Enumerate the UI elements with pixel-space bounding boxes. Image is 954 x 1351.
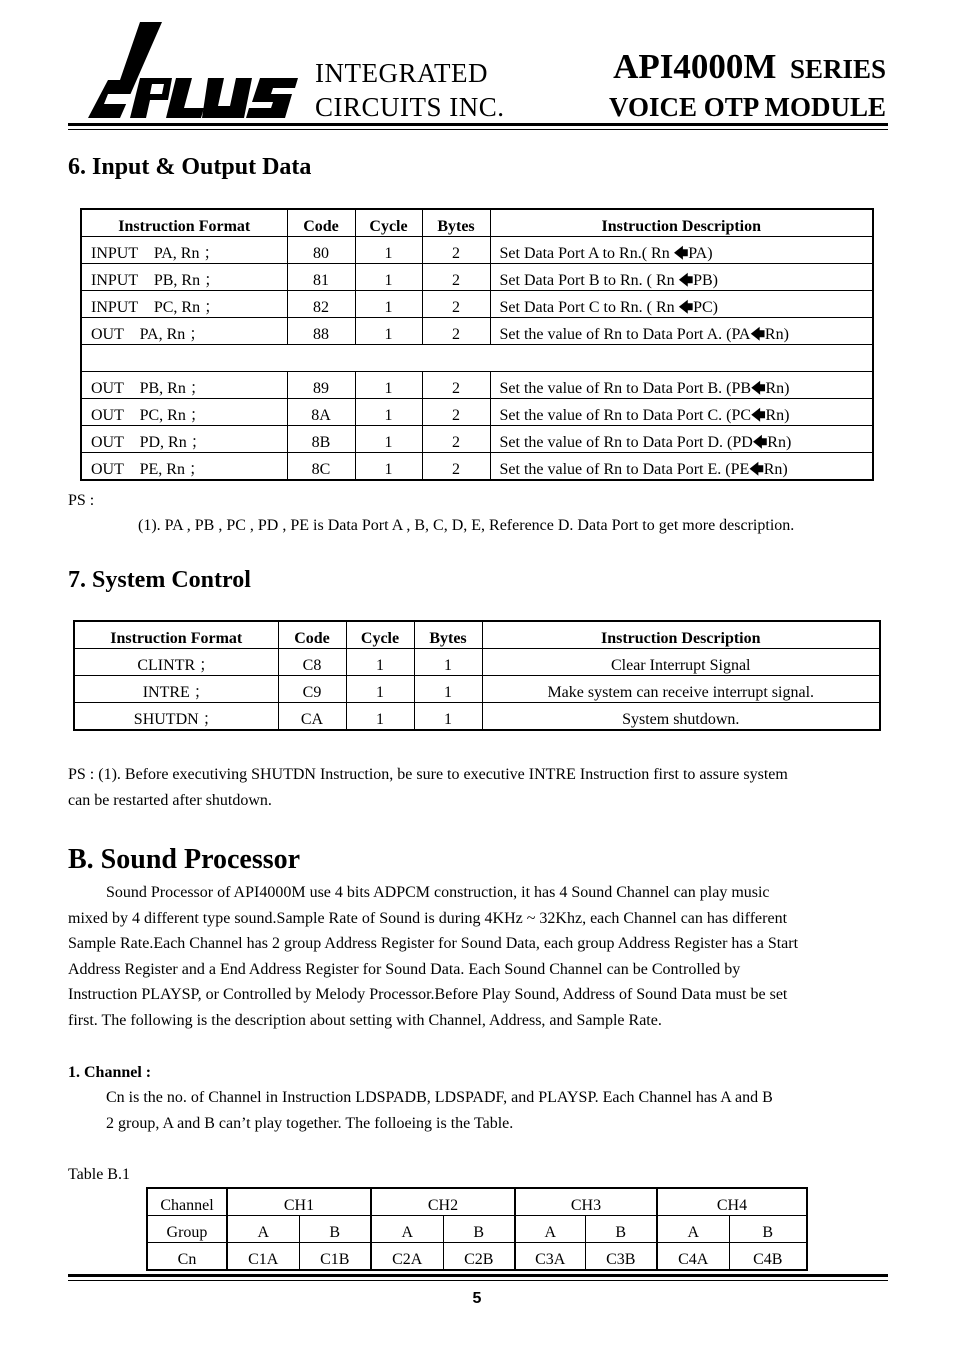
group-cell: B bbox=[443, 1216, 515, 1243]
row-label: Channel bbox=[147, 1188, 227, 1216]
instruction-format: OUT PE, Rn ； bbox=[81, 453, 287, 481]
paragraph-line: Address Register and a End Address Register for Sound Data. Each Sound Channel can be Controlled by bbox=[68, 960, 741, 978]
instruction-bytes: 1 bbox=[414, 676, 482, 703]
col-header-format: Instruction Format bbox=[81, 209, 287, 237]
instruction-code: 82 bbox=[287, 291, 355, 318]
instruction-code: 81 bbox=[287, 264, 355, 291]
ps-note: (1). PA , PB , PC , PD , PE is Data Port A , B, C, D, E, Reference D. Data Port to get more description. bbox=[138, 517, 795, 534]
desc-text: Set the value of Rn to Data Port A. (PA bbox=[499, 326, 751, 343]
instruction-format: INTRE ； bbox=[74, 676, 278, 703]
product-name: API4000M bbox=[613, 47, 777, 86]
ps-label: PS : bbox=[68, 492, 95, 509]
product-subtitle: VOICE OTP MODULE bbox=[609, 92, 886, 122]
company-name-line1: INTEGRATED bbox=[315, 58, 488, 88]
instruction-cycle: 1 bbox=[355, 453, 422, 481]
instruction-bytes: 2 bbox=[422, 426, 490, 453]
instruction-format: CLINTR ； bbox=[74, 649, 278, 676]
instruction-code: C9 bbox=[278, 676, 346, 703]
table-header-row bbox=[81, 209, 873, 237]
page-number: 5 bbox=[472, 1290, 482, 1307]
header-rule-thin bbox=[68, 129, 888, 130]
instruction-cycle: 1 bbox=[355, 399, 422, 426]
instruction-cycle: 1 bbox=[346, 676, 414, 703]
instruction-format: INPUT PC, Rn ； bbox=[81, 291, 287, 318]
col-header-format: Instruction Format bbox=[74, 621, 278, 649]
instruction-bytes: 1 bbox=[414, 649, 482, 676]
table-row-blank bbox=[81, 345, 873, 372]
channel-cell: CH2 bbox=[371, 1188, 515, 1216]
instruction-bytes: 2 bbox=[422, 399, 490, 426]
desc-text: Set Data Port B to Rn. ( Rn bbox=[499, 272, 679, 289]
instruction-cycle: 1 bbox=[355, 237, 422, 264]
cn-cell: C3B bbox=[585, 1243, 657, 1271]
left-arrow-icon: 🡄 bbox=[751, 408, 766, 424]
company-name-line2: CIRCUITS INC. bbox=[315, 92, 505, 122]
instruction-format: OUT PD, Rn ； bbox=[81, 426, 287, 453]
instruction-code: 8A bbox=[287, 399, 355, 426]
footer-rule-thin bbox=[68, 1280, 888, 1281]
instruction-bytes: 2 bbox=[422, 372, 490, 399]
group-cell: B bbox=[299, 1216, 371, 1243]
section-6-title: 6. Input & Output Data bbox=[68, 154, 312, 180]
ps-line: can be restarted after shutdown. bbox=[68, 791, 272, 809]
col-header-description: Instruction Description bbox=[490, 209, 873, 237]
col-header-description: Instruction Description bbox=[482, 621, 880, 649]
table-row bbox=[81, 453, 873, 481]
instruction-format: OUT PA, Rn ； bbox=[81, 318, 287, 345]
col-header-bytes: Bytes bbox=[414, 621, 482, 649]
section-7-title: 7. System Control bbox=[68, 567, 251, 593]
header-rule bbox=[68, 123, 888, 126]
group-cell: B bbox=[585, 1216, 657, 1243]
instruction-code: 88 bbox=[287, 318, 355, 345]
col-header-code: Code bbox=[287, 209, 355, 237]
left-arrow-icon: 🡄 bbox=[673, 246, 689, 262]
instruction-bytes: 2 bbox=[422, 237, 490, 264]
paragraph-line: first. The following is the description about setting with Channel, Address, and Sample Rate. bbox=[68, 1011, 662, 1029]
table-row bbox=[81, 237, 873, 264]
instruction-code: CA bbox=[278, 703, 346, 731]
instruction-format: OUT PB, Rn ； bbox=[81, 372, 287, 399]
group-cell: A bbox=[227, 1216, 299, 1243]
channel-cell: CH4 bbox=[657, 1188, 807, 1216]
instruction-description: Clear Interrupt Signal bbox=[482, 649, 880, 676]
instruction-format: SHUTDN ； bbox=[74, 703, 278, 731]
row-label: Group bbox=[147, 1216, 227, 1243]
group-cell: B bbox=[729, 1216, 807, 1243]
cn-cell: C1B bbox=[299, 1243, 371, 1271]
instruction-code: 80 bbox=[287, 237, 355, 264]
footer-rule bbox=[68, 1274, 888, 1277]
instruction-description: Make system can receive interrupt signal. bbox=[482, 676, 880, 703]
row-label: Cn bbox=[147, 1243, 227, 1271]
cn-cell: C4B bbox=[729, 1243, 807, 1271]
instruction-cycle: 1 bbox=[355, 318, 422, 345]
table-row bbox=[81, 291, 873, 318]
channel-cell: CH3 bbox=[515, 1188, 657, 1216]
paragraph-line: Instruction PLAYSP, or Controlled by Melody Processor.Before Play Sound, Address of Sound Data must be set bbox=[68, 986, 788, 1003]
channel-heading: 1. Channel : bbox=[68, 1064, 152, 1081]
desc-text: Rn) bbox=[764, 326, 789, 343]
sound-processor-paragraph bbox=[68, 880, 883, 1033]
instruction-bytes: 2 bbox=[422, 291, 490, 318]
instruction-code: 89 bbox=[287, 372, 355, 399]
instruction-description bbox=[490, 291, 873, 318]
cn-cell: C1A bbox=[227, 1243, 299, 1271]
instruction-cycle: 1 bbox=[355, 372, 422, 399]
instruction-cycle: 1 bbox=[355, 291, 422, 318]
section-b-title: B. Sound Processor bbox=[68, 844, 301, 875]
desc-text: Set the value of Rn to Data Port E. (PE bbox=[499, 461, 750, 478]
col-header-cycle: Cycle bbox=[346, 621, 414, 649]
channel-row bbox=[147, 1188, 807, 1216]
left-arrow-icon: 🡄 bbox=[749, 462, 764, 478]
channel-line: Cn is the no. of Channel in Instruction LDSPADB, LDSPADF, and PLAYSP. Each Channel has A and B bbox=[106, 1089, 773, 1106]
instruction-description bbox=[490, 372, 873, 399]
desc-text: Rn) bbox=[767, 434, 792, 451]
table-row bbox=[74, 649, 880, 676]
desc-text: Rn) bbox=[765, 380, 790, 397]
cn-cell: C2A bbox=[371, 1243, 443, 1271]
instruction-description bbox=[490, 453, 873, 481]
table-header-row bbox=[74, 621, 880, 649]
instruction-format: OUT PC, Rn ； bbox=[81, 399, 287, 426]
table-row bbox=[81, 399, 873, 426]
table-label: Table B.1 bbox=[68, 1166, 130, 1183]
group-cell: A bbox=[657, 1216, 729, 1243]
desc-text: Set the value of Rn to Data Port D. (PD bbox=[499, 434, 753, 451]
col-header-code: Code bbox=[278, 621, 346, 649]
table-row bbox=[81, 264, 873, 291]
desc-text: Rn) bbox=[765, 407, 790, 424]
instruction-cycle: 1 bbox=[346, 649, 414, 676]
instruction-bytes: 1 bbox=[414, 703, 482, 731]
product-series: SERIES bbox=[789, 54, 886, 84]
system-control-table bbox=[73, 620, 881, 731]
instruction-code: C8 bbox=[278, 649, 346, 676]
desc-text: Rn) bbox=[763, 461, 788, 478]
instruction-description bbox=[490, 264, 873, 291]
desc-text: Set the value of Rn to Data Port B. (PB bbox=[499, 380, 752, 397]
channel-table bbox=[146, 1187, 808, 1271]
system-control-ps bbox=[68, 762, 883, 813]
desc-text: Set Data Port A to Rn.( Rn bbox=[499, 245, 674, 262]
ps-line: PS : (1). Before executiving SHUTDN Instruction, be sure to executive INTRE Instruction first to assure system bbox=[68, 766, 788, 783]
instruction-code: 8B bbox=[287, 426, 355, 453]
group-cell: A bbox=[515, 1216, 585, 1243]
cn-cell: C3A bbox=[515, 1243, 585, 1271]
group-row bbox=[147, 1216, 807, 1243]
instruction-description bbox=[490, 426, 873, 453]
left-arrow-icon: 🡄 bbox=[678, 300, 694, 316]
table-row bbox=[81, 426, 873, 453]
instruction-format: INPUT PB, Rn ； bbox=[81, 264, 287, 291]
desc-text: Set Data Port C to Rn. ( Rn bbox=[499, 299, 679, 316]
col-header-bytes: Bytes bbox=[422, 209, 490, 237]
instruction-code: 8C bbox=[287, 453, 355, 481]
io-instruction-table bbox=[80, 208, 874, 481]
instruction-format: INPUT PA, Rn ； bbox=[81, 237, 287, 264]
instruction-description bbox=[490, 318, 873, 345]
channel-line: 2 group, A and B can’t play together. The folloeing is the Table. bbox=[106, 1114, 514, 1132]
left-arrow-icon: 🡄 bbox=[750, 327, 765, 343]
left-arrow-icon: 🡄 bbox=[678, 273, 694, 289]
cn-row bbox=[147, 1243, 807, 1271]
paragraph-line: mixed by 4 different type sound.Sample Rate of Sound is during 4KHz ~ 32Khz, each Channel can has different bbox=[68, 909, 788, 927]
instruction-description bbox=[490, 399, 873, 426]
table-row bbox=[81, 372, 873, 399]
left-arrow-icon: 🡄 bbox=[751, 381, 766, 397]
channel-cell: CH1 bbox=[227, 1188, 371, 1216]
cn-cell: C4A bbox=[657, 1243, 729, 1271]
desc-text: Set the value of Rn to Data Port C. (PC bbox=[499, 407, 752, 424]
col-header-cycle: Cycle bbox=[355, 209, 422, 237]
table-row bbox=[81, 318, 873, 345]
paragraph-line: Sound Processor of API4000M use 4 bits ADPCM construction, it has 4 Sound Channel can play music bbox=[106, 884, 770, 901]
instruction-description: System shutdown. bbox=[482, 703, 880, 731]
aplus-logo bbox=[80, 20, 305, 124]
group-cell: A bbox=[371, 1216, 443, 1243]
instruction-bytes: 2 bbox=[422, 264, 490, 291]
instruction-description bbox=[490, 237, 873, 264]
paragraph-line: Sample Rate.Each Channel has 2 group Address Register for Sound Data, each group Address Register has a Start bbox=[68, 935, 799, 952]
desc-text: PB) bbox=[693, 272, 718, 289]
desc-text: PA) bbox=[688, 245, 713, 262]
table-row bbox=[74, 703, 880, 731]
blank-cell bbox=[81, 345, 873, 372]
instruction-cycle: 1 bbox=[355, 264, 422, 291]
instruction-cycle: 1 bbox=[346, 703, 414, 731]
instruction-bytes: 2 bbox=[422, 453, 490, 481]
product-title bbox=[613, 47, 886, 86]
desc-text: PC) bbox=[693, 299, 718, 316]
table-row bbox=[74, 676, 880, 703]
instruction-cycle: 1 bbox=[355, 426, 422, 453]
channel-description bbox=[106, 1085, 886, 1136]
instruction-bytes: 2 bbox=[422, 318, 490, 345]
cn-cell: C2B bbox=[443, 1243, 515, 1271]
left-arrow-icon: 🡄 bbox=[752, 435, 768, 451]
